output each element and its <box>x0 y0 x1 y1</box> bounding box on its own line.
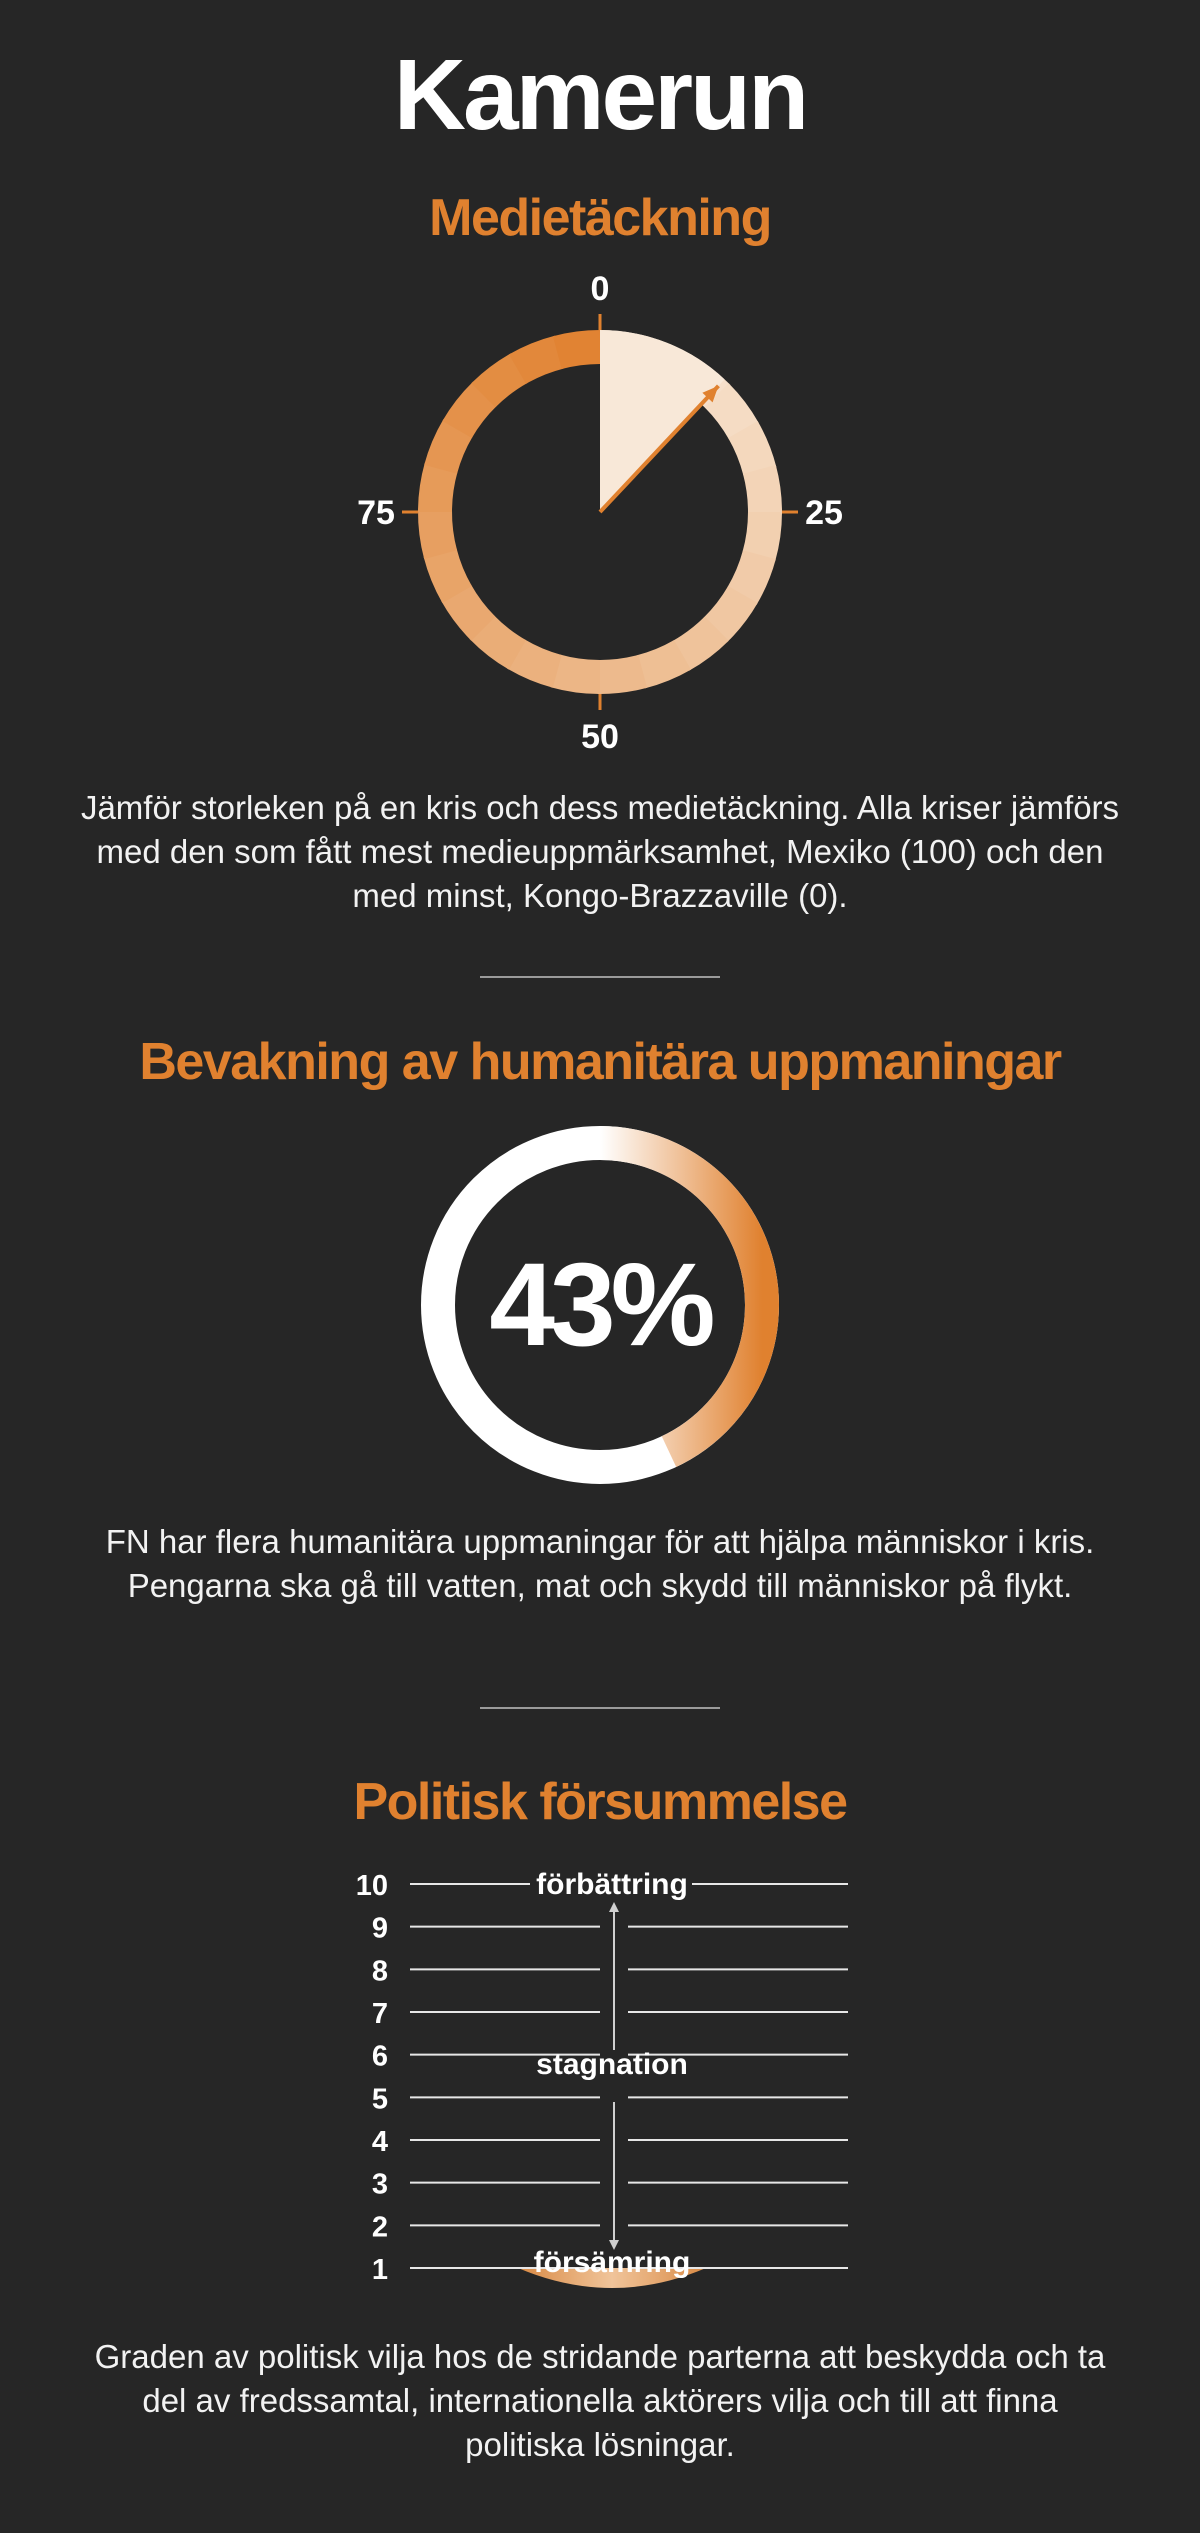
gauge-ring-segment <box>717 395 744 431</box>
gauge-ring-segment <box>457 394 485 430</box>
gauge-ring-segment <box>557 347 602 353</box>
gauge-ring-segment <box>759 512 765 557</box>
page-title: Kamerun <box>393 39 807 151</box>
scale-level-label: 8 <box>371 1955 388 1988</box>
scale-bottom-label: försämring <box>533 2246 691 2279</box>
gauge-ring-segment <box>441 428 459 470</box>
politics-heading: Politisk försummelse <box>353 1773 847 1831</box>
media-gauge <box>0 270 1200 756</box>
appeals-description: FN har flera humanitära uppmaningar för att hjälpa människor i kris. Pengarna ska gå till vatten, mat och skydd till människor på flykt. <box>105 1523 1095 1604</box>
up-arrow-head <box>609 1902 619 1912</box>
gauge-tick-label: 0 <box>590 270 610 308</box>
gauge-ring-segment <box>482 627 518 655</box>
scale-level-label: 6 <box>371 2040 388 2073</box>
gauge-ring-segment <box>759 469 765 514</box>
scale-level-label: 4 <box>371 2126 388 2158</box>
divider <box>480 1707 720 1709</box>
scale-level-label: 1 <box>371 2254 388 2286</box>
gauge-ring-segment <box>641 655 683 672</box>
scale-level-label: 2 <box>371 2211 388 2244</box>
gauge-value-wedge <box>600 330 725 512</box>
gauge-tick-label: 75 <box>357 494 395 532</box>
gauge-ring-segment <box>435 510 441 555</box>
politics-description: Graden av politisk vilja hos de stridande parterna att beskydda och ta del av fredssamtal, internationella aktörers vilja och till att finna politiska lösningar. <box>94 2338 1106 2463</box>
scale-middle-label: stagnation <box>536 2048 688 2081</box>
scale-top-label: förbättring <box>536 1868 688 1901</box>
gauge-ring-segment <box>742 555 760 597</box>
divider <box>480 976 720 978</box>
scale-level-label: 3 <box>371 2168 388 2201</box>
gauge-ring-segment <box>743 430 760 472</box>
appeals-heading: Bevakning av humanitära uppmaningar <box>139 1033 1061 1091</box>
gauge-ring-segment <box>483 368 519 395</box>
gauge-ring-segment <box>435 467 441 512</box>
gauge-ring-segment <box>440 553 457 595</box>
media-heading: Medietäckning <box>429 189 771 247</box>
gauge-tick-label: 25 <box>805 494 843 532</box>
scale-level-label: 9 <box>371 1912 388 1945</box>
media-description: Jämför storleken på en kris och dess medietäckning. Alla kriser jämförs med den som fått mest medieuppmärksamhet, Mexiko (100) och den med minst, Kongo-Brazzaville (0). <box>80 789 1120 914</box>
gauge-ring-segment <box>456 593 483 629</box>
gauge-ring-segment <box>555 671 600 677</box>
gauge-ring-segment <box>681 629 717 656</box>
gauge-ring-segment <box>516 654 558 672</box>
gauge-ring-segment <box>518 352 560 369</box>
appeals-percent: 43% <box>489 1239 711 1371</box>
gauge-ring-segment <box>715 595 743 631</box>
scale-level-label: 10 <box>355 1870 388 1902</box>
scale-level-label: 5 <box>371 2083 388 2116</box>
politics-scale <box>0 1850 1200 2300</box>
scale-level-label: 7 <box>371 1998 388 2030</box>
gauge-ring-segment <box>598 671 643 677</box>
gauge-tick-label: 50 <box>581 718 619 756</box>
